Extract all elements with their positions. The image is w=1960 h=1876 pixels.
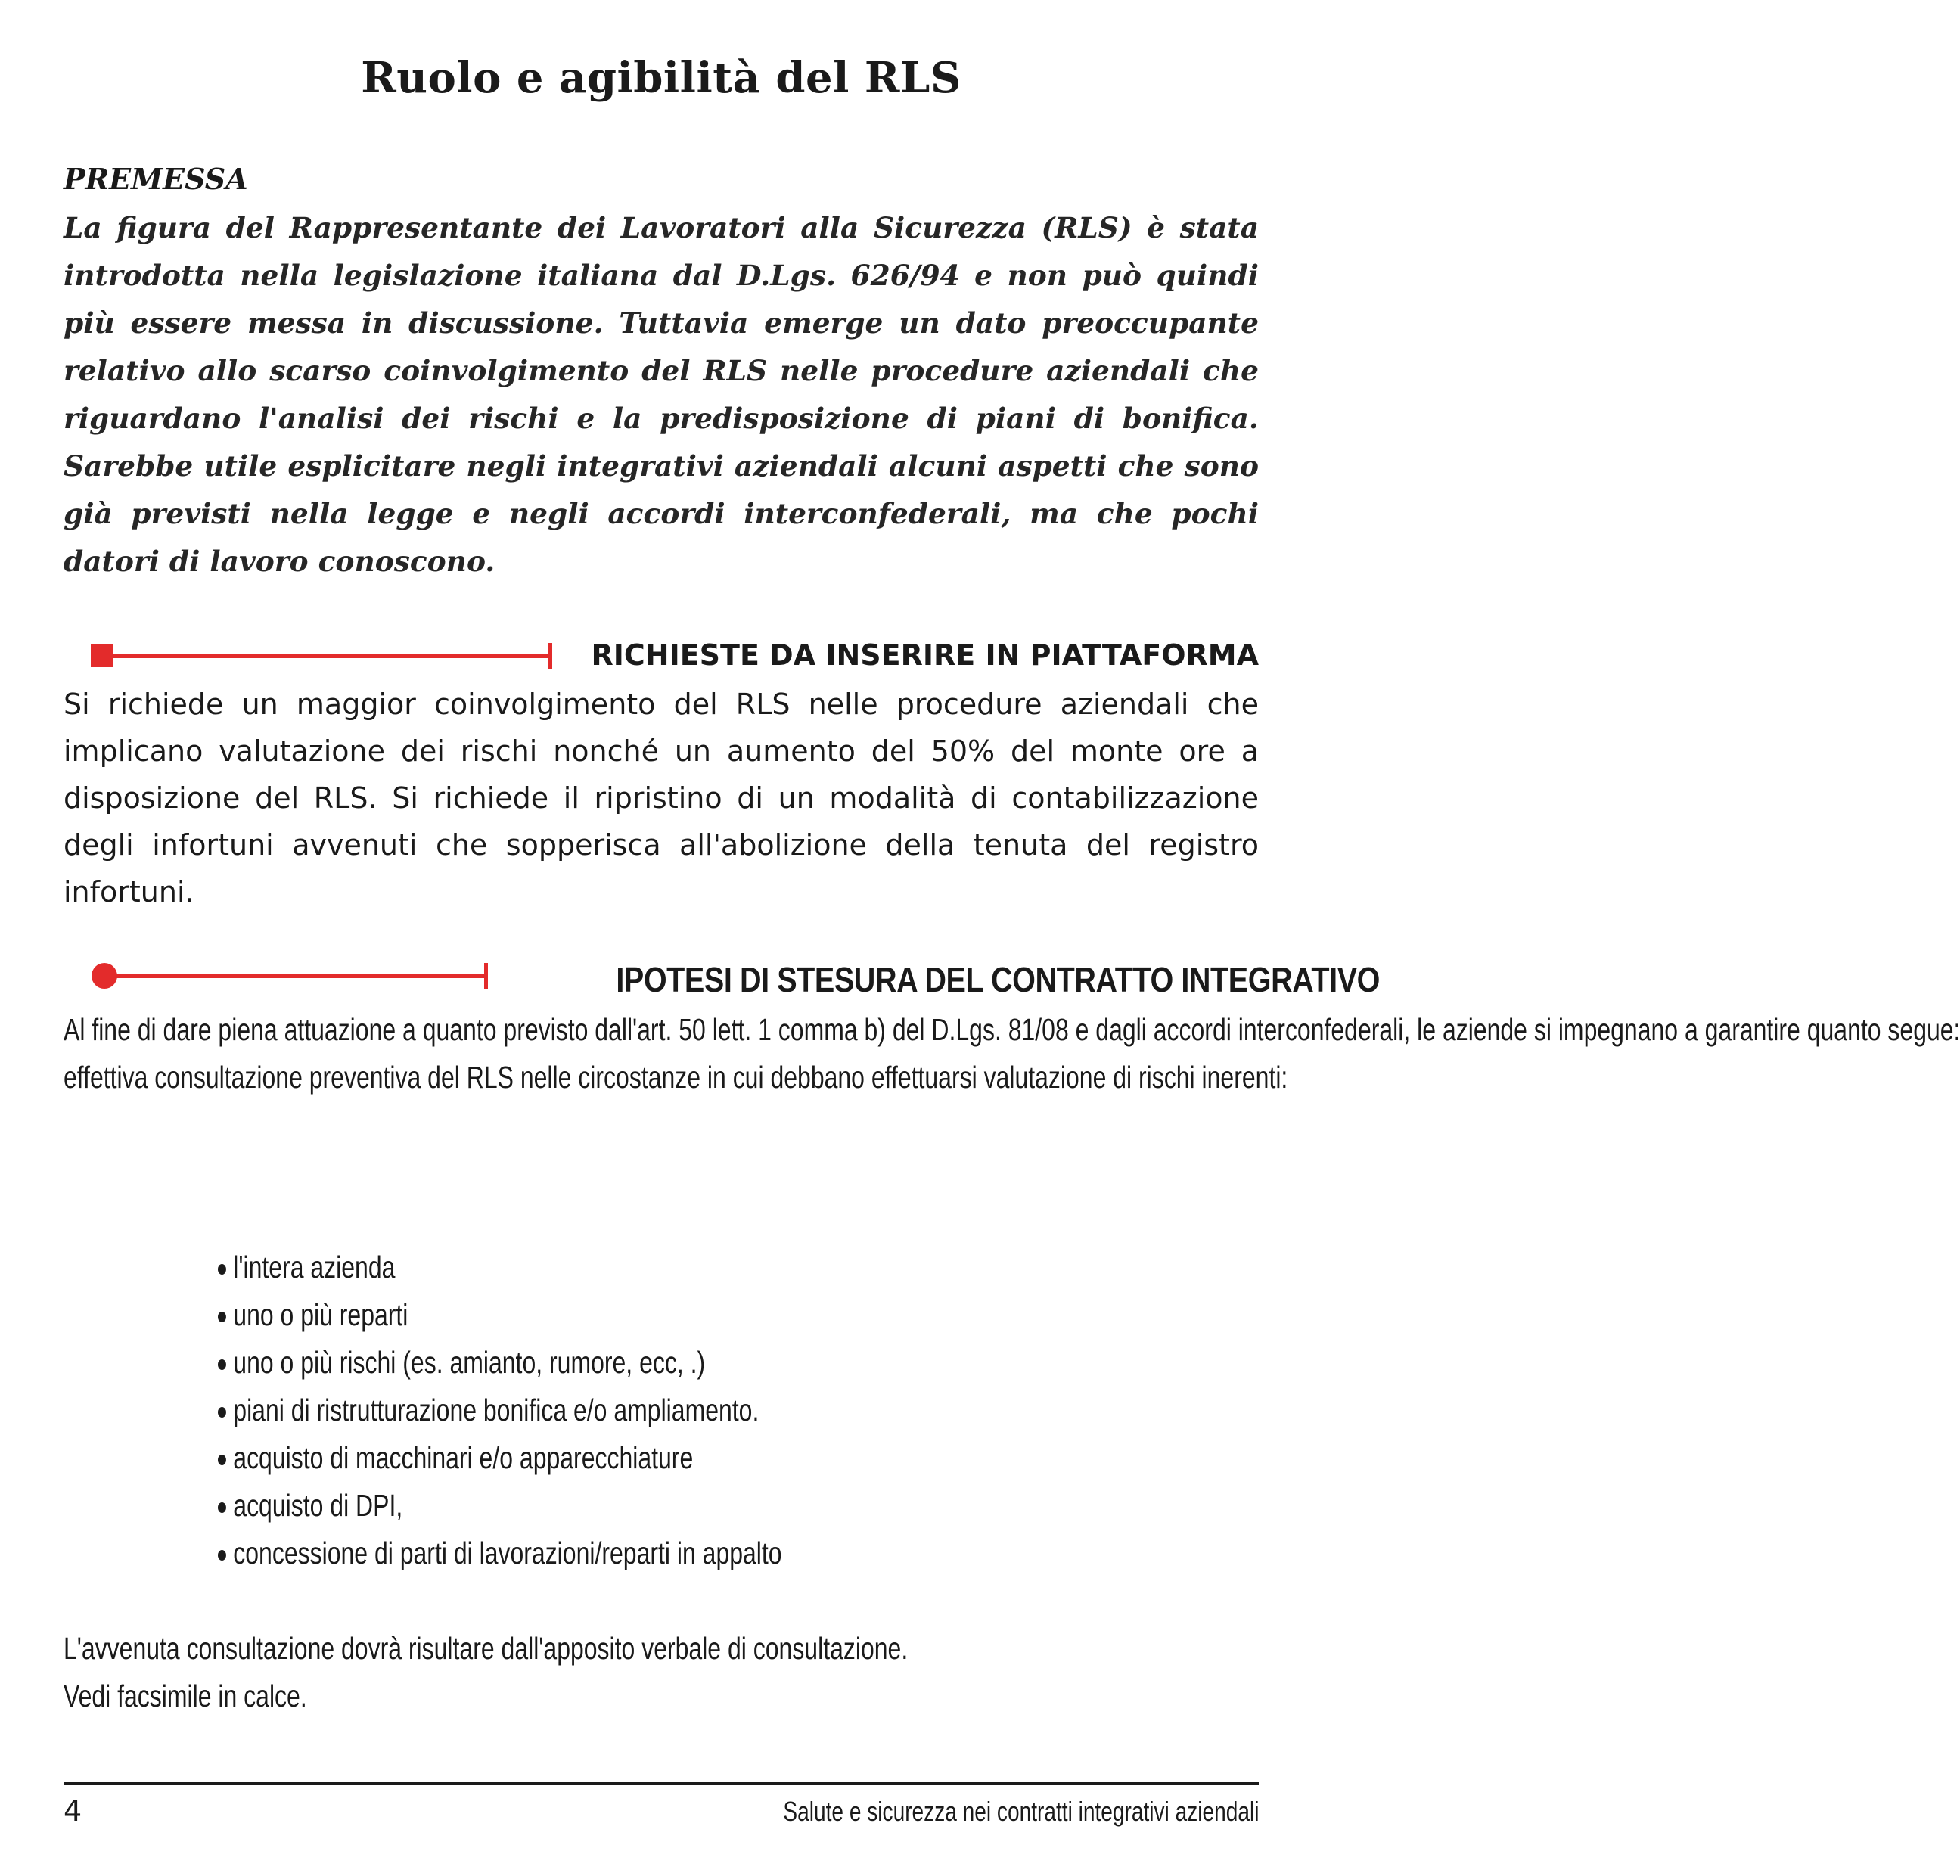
list-item: concessione di parti di lavorazioni/reparti in appalto xyxy=(218,1530,941,1577)
ipotesi-paragraph-2: effettiva consultazione preventiva del RLS nelle circostanze in cui debbano effettuarsi valutazione di rischi inerenti: xyxy=(64,1060,1288,1095)
bullet-icon xyxy=(218,1312,226,1322)
premessa-heading: PREMESSA xyxy=(64,162,248,196)
page-title: Ruolo e agibilità del RLS xyxy=(361,53,961,103)
section-rule-square xyxy=(91,637,560,675)
closing-line-2: Vedi facsimile in calce. xyxy=(64,1679,307,1713)
bullet-icon xyxy=(218,1407,226,1418)
footer-divider xyxy=(64,1782,1259,1785)
page-number: 4 xyxy=(64,1794,82,1828)
risk-list xyxy=(218,1244,941,1577)
bullet-icon xyxy=(218,1550,226,1561)
ipotesi-heading: IPOTESI DI STESURA DEL CONTRATTO INTEGRATIVO xyxy=(616,960,1381,999)
closing-text xyxy=(64,1625,1146,1720)
bullet-icon xyxy=(218,1359,226,1370)
bullet-icon xyxy=(218,1264,226,1275)
premessa-text: La figura del Rappresentante dei Lavoratori alla Sicurezza (RLS) è stata introdotta nella legislazione italiana dal D.Lgs. 626/94 e non può quindi più essere messa in discussione. Tuttavia emerge un dato preoccupante relativo allo scarso coinvolgimento del RLS nelle procedure aziendali che riguardano l'analisi dei rischi e la predisposizione di piani di bonifica. Sarebbe utile esplicitare negli integrativi aziendali alcuni aspetti che sono già previsti nella legge e negli accordi interconfederali, ma che pochi datori di lavoro conoscono. xyxy=(64,211,1259,578)
richieste-text: Si richiede un maggior coinvolgimento del RLS nelle procedure aziendali che implicano valutazione dei rischi nonché un aumento del 50% del monte ore a disposizione del RLS. Si richiede il ripristino di un modalità di contabilizzazione degli infortuni avvenuti che sopperisca all'abolizione della tenuta del registro infortuni. xyxy=(64,688,1259,908)
list-item: uno o più rischi (es. amianto, rumore, ecc, .) xyxy=(218,1339,941,1387)
bullet-icon xyxy=(218,1502,226,1513)
closing-line-1: L'avvenuta consultazione dovrà risultare dall'apposito verbale di consultazione. xyxy=(64,1631,909,1666)
publication-title: Salute e sicurezza nei contratti integrativi aziendali xyxy=(782,1796,1259,1827)
list-item: l'intera azienda xyxy=(218,1244,941,1291)
ipotesi-paragraph-1: Al fine di dare piena attuazione a quanto previsto dall'art. 50 lett. 1 comma b) del D.Lgs. 81/08 e dagli accordi interconfederali, le aziende si impegnano a garantire quanto segue: xyxy=(64,1012,1960,1047)
list-item: piani di ristrutturazione bonifica e/o ampliamento. xyxy=(218,1387,941,1434)
richieste-heading: RICHIESTE DA INSERIRE IN PIATTAFORMA xyxy=(591,638,1259,672)
list-item: uno o più reparti xyxy=(218,1291,941,1339)
red-circle-marker xyxy=(92,963,117,989)
list-item: acquisto di macchinari e/o apparecchiature xyxy=(218,1434,941,1482)
section-rule-circle xyxy=(91,957,499,995)
list-item: acquisto di DPI, xyxy=(218,1482,941,1530)
ipotesi-body xyxy=(64,1006,1960,1101)
bullet-icon xyxy=(218,1455,226,1465)
red-square-marker xyxy=(91,644,113,667)
